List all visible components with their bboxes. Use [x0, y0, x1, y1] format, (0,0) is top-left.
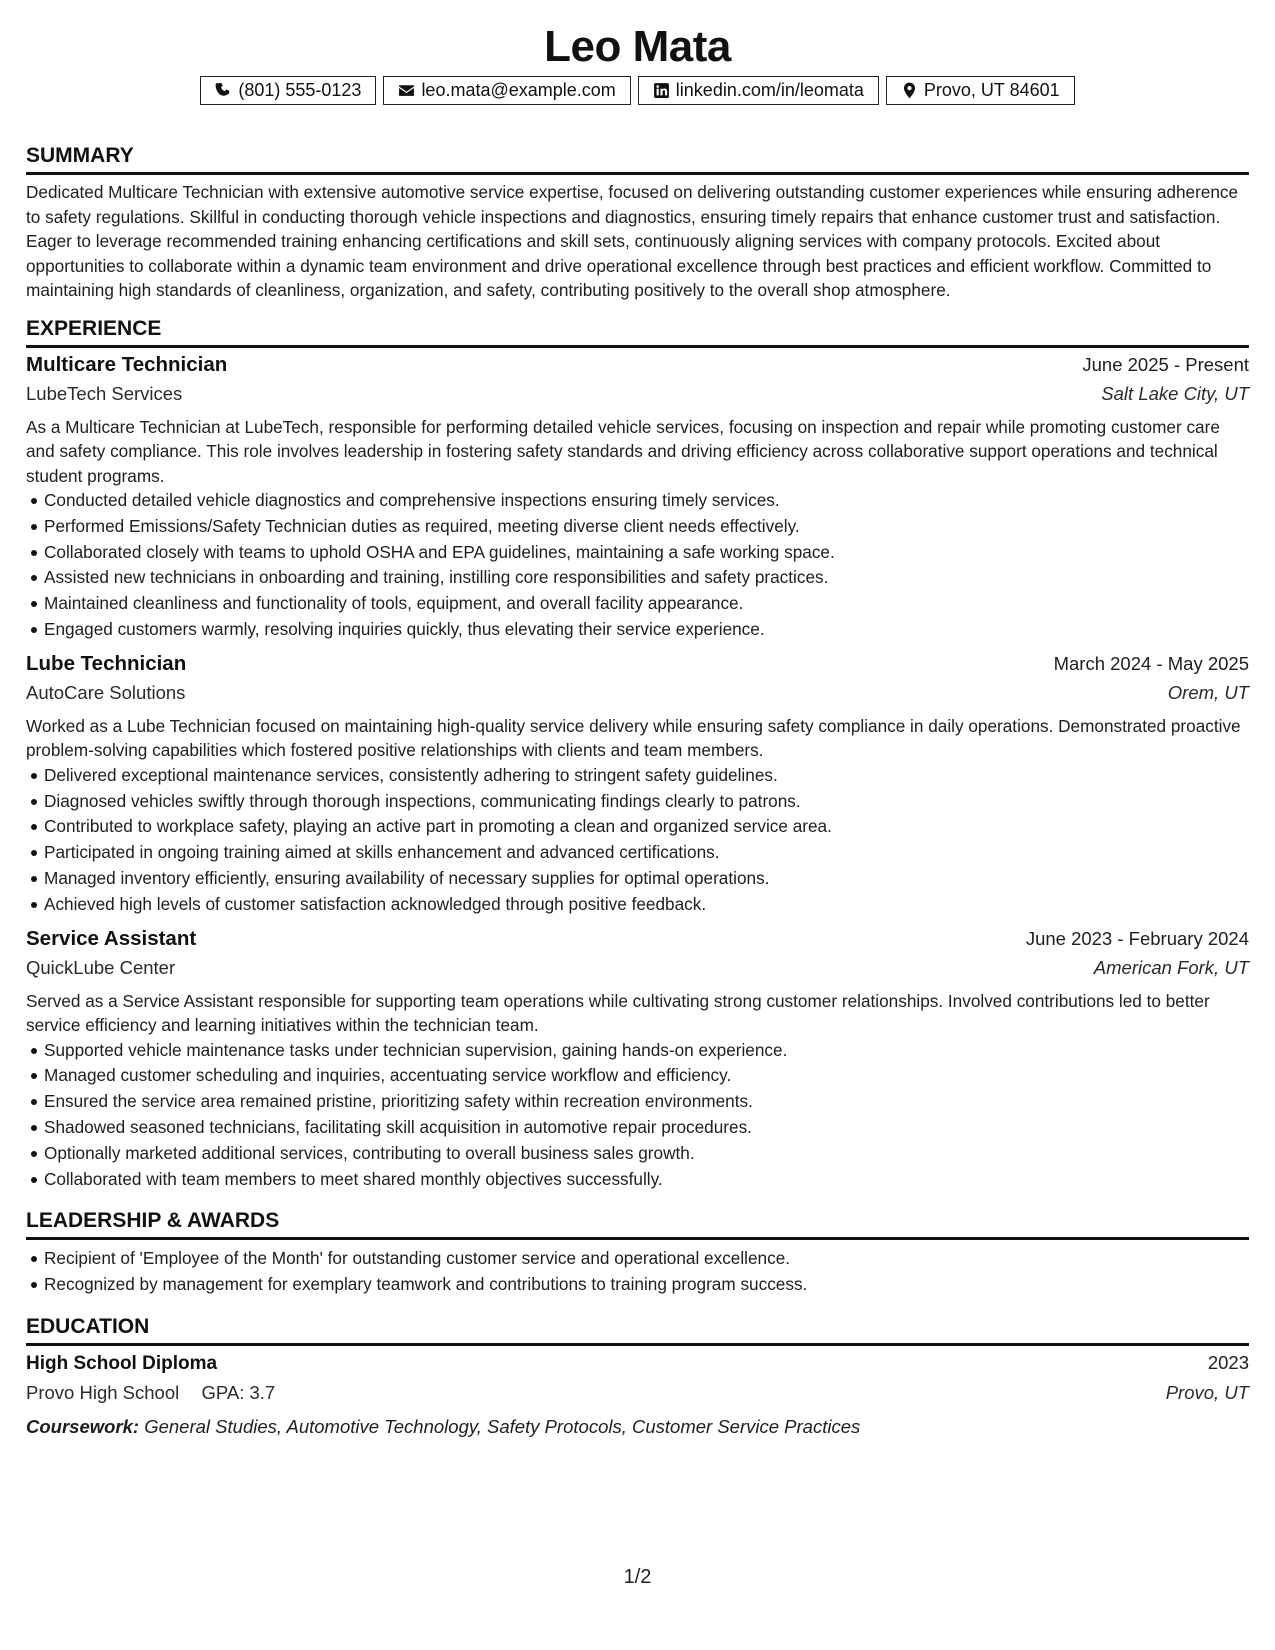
job-company: AutoCare Solutions	[26, 681, 186, 703]
awards-list	[26, 1246, 1249, 1298]
list-item: Assisted new technicians in onboarding and training, instilling core responsibilities and safety practices.	[44, 565, 1249, 591]
candidate-name: Leo Mata	[544, 22, 731, 71]
summary-text: Dedicated Multicare Technician with extensive automotive service expertise, focused on delivering outstanding customer experiences while ensuring adherence to safety regulations. Skillful in conducting thorough vehicle inspections and diagnostics, ensuring timely repairs that enhance customer trust and satisfaction. Eager to leverage recommended training enhancing certifications and skill sets, continuously aligning services with company protocols. Excited about opportunities to collaborate within a dynamic team environment and drive operational excellence through best practices and efficient workflow. Committed to maintaining high standards of cleanliness, organization, and safety, contributing positively to the overall shop atmosphere.	[26, 182, 1239, 300]
contact-text: (801) 555-0123	[238, 80, 362, 100]
phone-icon	[215, 82, 232, 99]
list-item: Shadowed seasoned technicians, facilitating skill acquisition in automotive repair procedures.	[44, 1115, 1249, 1141]
job-title: Service Assistant	[26, 926, 197, 950]
list-item: Contributed to workplace safety, playing an active part in promoting a clean and organized service area.	[44, 814, 1249, 840]
list-item: Maintained cleanliness and functionality of tools, equipment, and overall facility appearance.	[44, 591, 1249, 617]
contact-phone[interactable]	[200, 76, 376, 105]
job-dates: March 2024 - May 2025	[1053, 652, 1249, 674]
job-title: Lube Technician	[26, 651, 187, 675]
job-bullets	[26, 1038, 1249, 1193]
contact-text: linkedin.com/in/leomata	[675, 80, 864, 100]
section-heading: EXPERIENCE	[26, 316, 1249, 348]
school-name: Provo High School	[26, 1381, 180, 1403]
resume-page	[26, 0, 1249, 1442]
map-pin-icon	[901, 82, 918, 99]
job-description: As a Multicare Technician at LubeTech, responsible for performing detailed vehicle services, focusing on inspection and repair while promoting customer care and safety compliance. This role involves leadership in fostering safety standards and driving efficiency across collaborative support operations and technical student programs.	[26, 416, 1220, 486]
list-item: Conducted detailed vehicle diagnostics and comprehensive inspections ensuring timely services.	[44, 488, 1249, 514]
experience-section	[26, 316, 1249, 1193]
list-item: Collaborated with team members to meet shared monthly objectives successfully.	[44, 1167, 1249, 1193]
contact-email[interactable]	[383, 76, 630, 105]
job-title: Multicare Technician	[26, 352, 228, 376]
linkedin-icon	[653, 82, 670, 99]
job-bullets	[26, 488, 1249, 643]
list-item: Optionally marketed additional services, contributing to overall business sales growth.	[44, 1141, 1249, 1167]
list-item: Recognized by management for exemplary teamwork and contributions to training program success.	[44, 1272, 1249, 1298]
job-entry	[26, 927, 1249, 1193]
gpa: GPA: 3.7	[201, 1381, 276, 1403]
job-location: American Fork, UT	[1093, 956, 1249, 978]
coursework-label: Coursework:	[26, 1415, 140, 1437]
graduation-year: 2023	[1207, 1351, 1249, 1373]
list-item: Achieved high levels of customer satisfaction acknowledged through positive feedback.	[44, 892, 1249, 918]
job-location: Salt Lake City, UT	[1101, 382, 1249, 404]
contact-linkedin[interactable]	[638, 76, 879, 105]
section-heading: EDUCATION	[26, 1314, 1249, 1346]
job-entry	[26, 353, 1249, 643]
envelope-icon	[398, 82, 415, 99]
job-location: Orem, UT	[1167, 681, 1249, 703]
list-item: Delivered exceptional maintenance services, consistently adhering to stringent safety guidelines.	[44, 763, 1249, 789]
list-item: Managed inventory efficiently, ensuring availability of necessary supplies for optimal operations.	[44, 866, 1249, 892]
summary-section	[26, 143, 1249, 303]
contact-location[interactable]	[886, 76, 1075, 105]
job-dates: June 2025 - Present	[1082, 353, 1249, 375]
list-item: Engaged customers warmly, resolving inquiries quickly, thus elevating their service experience.	[44, 617, 1249, 643]
contact-text: leo.mata@example.com	[421, 80, 616, 100]
list-item: Ensured the service area remained pristine, prioritizing safety within recreation environments.	[44, 1089, 1249, 1115]
job-company: LubeTech Services	[26, 382, 183, 404]
contact-bar	[26, 76, 1249, 105]
job-company: QuickLube Center	[26, 956, 176, 978]
list-item: Collaborated closely with teams to uphold OSHA and EPA guidelines, maintaining a safe working space.	[44, 540, 1249, 566]
education-location: Provo, UT	[1165, 1381, 1249, 1403]
section-heading: LEADERSHIP & AWARDS	[26, 1208, 1249, 1240]
list-item: Diagnosed vehicles swiftly through thorough inspections, communicating findings clearly to patrons.	[44, 789, 1249, 815]
list-item: Performed Emissions/Safety Technician duties as required, meeting diverse client needs effectively.	[44, 514, 1249, 540]
coursework-list: General Studies, Automotive Technology, Safety Protocols, Customer Service Practices	[144, 1415, 861, 1437]
section-heading: SUMMARY	[26, 143, 1249, 175]
degree-title: High School Diploma	[26, 1352, 218, 1374]
page-number: 1/2	[623, 1566, 652, 1588]
job-bullets	[26, 763, 1249, 918]
list-item: Recipient of 'Employee of the Month' for outstanding customer service and operational excellence.	[44, 1246, 1249, 1272]
list-item: Participated in ongoing training aimed at skills enhancement and advanced certifications.	[44, 840, 1249, 866]
job-description: Served as a Service Assistant responsible for supporting team operations while cultivating strong customer relationships. Involved contributions led to better service efficiency and learning initiatives within the technician team.	[26, 990, 1210, 1036]
awards-section	[26, 1208, 1249, 1298]
education-section	[26, 1314, 1249, 1442]
contact-text: Provo, UT 84601	[923, 80, 1060, 100]
list-item: Managed customer scheduling and inquiries, accentuating service workflow and efficiency.	[44, 1063, 1249, 1089]
job-entry	[26, 652, 1249, 918]
coursework	[26, 1412, 1249, 1442]
list-item: Supported vehicle maintenance tasks under technician supervision, gaining hands-on experience.	[44, 1038, 1249, 1064]
job-description: Worked as a Lube Technician focused on maintaining high-quality service delivery while ensuring safety compliance in daily operations. Demonstrated proactive problem-solving capabilities which fostered positive relationships with clients and team members.	[26, 715, 1241, 761]
job-dates: June 2023 - February 2024	[1025, 927, 1249, 949]
